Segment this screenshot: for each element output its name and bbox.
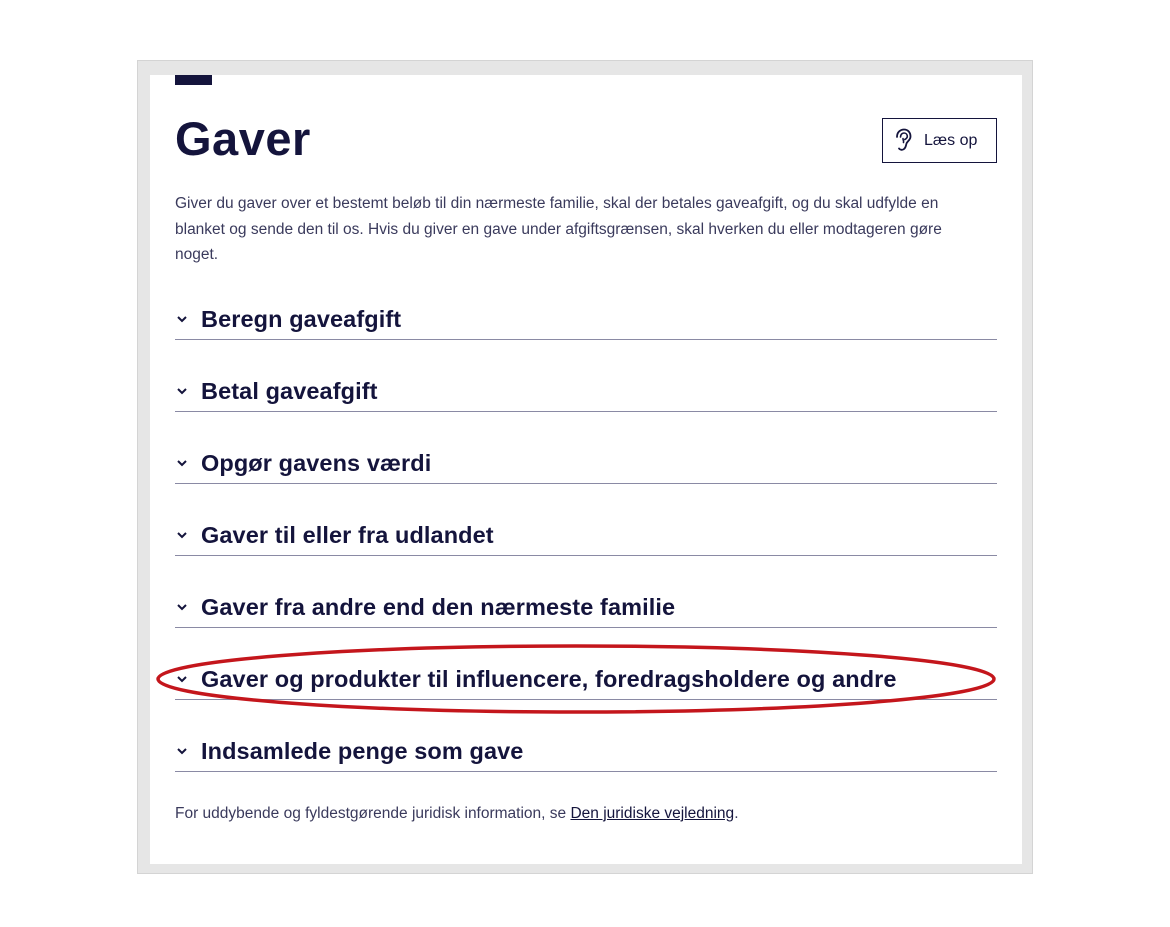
ear-icon [893, 128, 913, 154]
intro-text: Giver du gaver over et bestemt beløb til din nærmeste familie, skal der betales gaveafgift, og du skal udfylde en blanket og sende den til os. Hvis du giver en gave under afgiftsgrænsen, skal hverken du eller modtageren gøre noget. [175, 195, 942, 263]
screenshot-frame [137, 60, 1033, 874]
chevron-down-icon [176, 598, 188, 616]
legal-note-text: For uddybende og fyldestgørende juridisk information, se [175, 805, 571, 822]
accordion-item [175, 585, 997, 657]
read-aloud-label: Læs op [924, 131, 978, 149]
accordion-item [175, 657, 997, 729]
accordion-header-gaver-andre-familie[interactable] [175, 585, 997, 628]
accordion-item [175, 513, 997, 585]
accordion-title: Betal gaveafgift [201, 378, 378, 404]
accordion-title: Gaver til eller fra udlandet [201, 522, 494, 548]
accordion-item [175, 297, 997, 369]
chevron-down-icon [176, 670, 188, 688]
accordion-title: Indsamlede penge som gave [201, 738, 524, 764]
accordion-title: Gaver fra andre end den nærmeste familie [201, 594, 676, 620]
accordion-header-beregn-gaveafgift[interactable] [175, 297, 997, 340]
accordion-header-gaver-udlandet[interactable] [175, 513, 997, 556]
accent-bar [175, 75, 212, 85]
chevron-down-icon [176, 526, 188, 544]
accordion-title: Gaver og produkter til influencere, foredragsholdere og andre [201, 666, 897, 692]
legal-note [175, 805, 739, 823]
page-title: Gaver [175, 112, 311, 165]
accordion-item [175, 729, 997, 801]
accordion-header-indsamlede-penge[interactable] [175, 729, 997, 772]
juridiske-vejledning-link[interactable]: Den juridiske vejledning [570, 805, 735, 822]
chevron-down-icon [176, 742, 188, 760]
chevron-down-icon [176, 382, 188, 400]
accordion-title: Opgør gavens værdi [201, 450, 432, 476]
accordion-item [175, 369, 997, 441]
accordion [175, 297, 997, 801]
accordion-header-gaver-influencere[interactable] [175, 657, 997, 700]
accordion-item [175, 441, 997, 513]
chevron-down-icon [176, 454, 188, 472]
accordion-header-opgoer-gavens-vaerdi[interactable] [175, 441, 997, 484]
read-aloud-button[interactable] [882, 118, 997, 163]
legal-note-period: . [734, 805, 739, 822]
accordion-header-betal-gaveafgift[interactable] [175, 369, 997, 412]
accordion-title: Beregn gaveafgift [201, 306, 402, 332]
chevron-down-icon [176, 310, 188, 328]
content-card [150, 75, 1022, 864]
